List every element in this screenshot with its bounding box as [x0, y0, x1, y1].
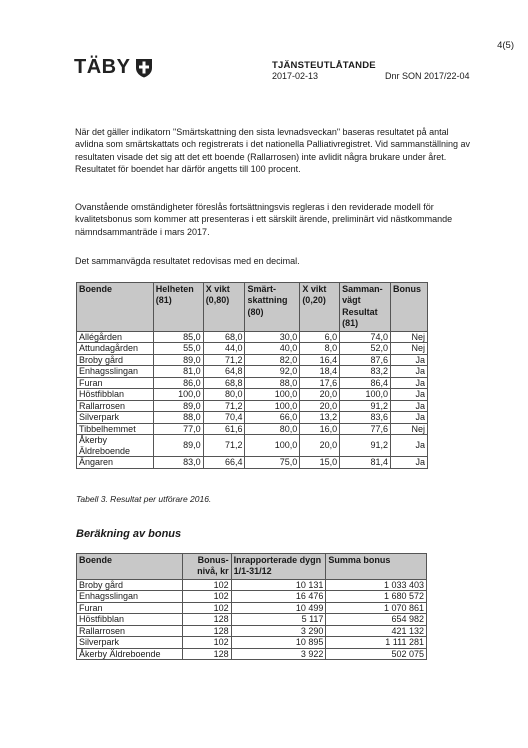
- table-cell: 40,0: [245, 343, 300, 355]
- table-cell: 44,0: [203, 343, 245, 355]
- table-cell: Furan: [77, 377, 154, 389]
- table-cell: 52,0: [340, 343, 391, 355]
- document-type: TJÄNSTEUTLÅTANDE: [272, 60, 376, 71]
- table-cell: 654 982: [326, 614, 427, 626]
- table-row: [77, 648, 427, 660]
- table-cell: 128: [182, 614, 231, 626]
- table-cell: Ja: [391, 457, 428, 469]
- table-row: [77, 354, 428, 366]
- document-date: 2017-02-13: [272, 71, 319, 81]
- column-header: Boende: [77, 554, 183, 580]
- table-cell: 70,4: [203, 412, 245, 424]
- table-cell: 15,0: [300, 457, 340, 469]
- paragraph: När det gäller indikatorn "Smärtskattning den sista levnadsveckan" baseras resultatet på antal avlidna som smärtskattats och registrerats i det nationella Palliativregistret. Vid sammanställning av resultaten visade det sig att det ett boende (Rallarrosen) inte avlidit några brukare under året. Resultatet för boendet har därför angetts till 100 procent.: [75, 127, 471, 175]
- table-cell: 83,2: [340, 366, 391, 378]
- table-row: [77, 625, 427, 637]
- table-row: [77, 343, 428, 355]
- table-cell: 68,8: [203, 377, 245, 389]
- table-header-row: [77, 283, 428, 332]
- table-cell: 20,0: [300, 400, 340, 412]
- table-cell: Åkerby Äldreboende: [77, 648, 183, 660]
- table-cell: 8,0: [300, 343, 340, 355]
- table-cell: 1 070 861: [326, 602, 427, 614]
- table-cell: 82,0: [245, 354, 300, 366]
- table-cell: Nej: [391, 423, 428, 435]
- table-cell: 80,0: [245, 423, 300, 435]
- table-cell: 86,0: [153, 377, 203, 389]
- table-cell: 10 131: [231, 579, 326, 591]
- table-cell: 6,0: [300, 331, 340, 343]
- table-cell: 88,0: [245, 377, 300, 389]
- table-row: [77, 457, 428, 469]
- paragraph: Det sammanvägda resultatet redovisas med en decimal.: [75, 256, 300, 266]
- column-header: X vikt (0,20): [300, 283, 340, 332]
- table-cell: 86,4: [340, 377, 391, 389]
- table-cell: 10 895: [231, 637, 326, 649]
- table-cell: 16 476: [231, 591, 326, 603]
- column-header: Summa bonus: [326, 554, 427, 580]
- table-cell: 16,4: [300, 354, 340, 366]
- table-cell: 1 111 281: [326, 637, 427, 649]
- table-cell: 10 499: [231, 602, 326, 614]
- table-cell: 74,0: [340, 331, 391, 343]
- table-cell: Enhagsslingan: [77, 366, 154, 378]
- results-table: [76, 282, 428, 469]
- table-cell: Furan: [77, 602, 183, 614]
- table-cell: 5 117: [231, 614, 326, 626]
- column-header: Bonus-nivå, kr: [182, 554, 231, 580]
- table-cell: 13,2: [300, 412, 340, 424]
- table-cell: 20,0: [300, 435, 340, 457]
- table-cell: 1 680 572: [326, 591, 427, 603]
- table-row: [77, 435, 428, 457]
- table-cell: 64,8: [203, 366, 245, 378]
- table-cell: 87,6: [340, 354, 391, 366]
- table-cell: Ja: [391, 377, 428, 389]
- table-cell: 83,0: [153, 457, 203, 469]
- table-row: [77, 377, 428, 389]
- table-cell: 71,2: [203, 354, 245, 366]
- table-cell: Silverpark: [77, 412, 154, 424]
- table-cell: 89,0: [153, 435, 203, 457]
- table-cell: Broby gård: [77, 579, 183, 591]
- table-cell: Ja: [391, 400, 428, 412]
- table-cell: 502 075: [326, 648, 427, 660]
- table-cell: 92,0: [245, 366, 300, 378]
- column-header: Helheten (81): [153, 283, 203, 332]
- table-cell: Nej: [391, 343, 428, 355]
- table-cell: 77,0: [153, 423, 203, 435]
- table-cell: 1 033 403: [326, 579, 427, 591]
- column-header: Inrapporterade dygn 1/1-31/12: [231, 554, 326, 580]
- column-header: Boende: [77, 283, 154, 332]
- page-number: 4(5): [497, 40, 514, 51]
- table-cell: 88,0: [153, 412, 203, 424]
- table-cell: 100,0: [245, 400, 300, 412]
- table-row: [77, 389, 428, 401]
- table-cell: Höstfibblan: [77, 614, 183, 626]
- coat-of-arms-icon: [135, 58, 153, 78]
- table-cell: 20,0: [300, 389, 340, 401]
- document-dnr: Dnr SON 2017/22-04: [385, 71, 470, 81]
- table-cell: Ja: [391, 435, 428, 457]
- table-row: [77, 579, 427, 591]
- table-cell: 83,6: [340, 412, 391, 424]
- table-caption: Tabell 3. Resultat per utförare 2016.: [76, 494, 212, 504]
- table-row: [77, 331, 428, 343]
- table-cell: 77,6: [340, 423, 391, 435]
- table-cell: 102: [182, 591, 231, 603]
- column-header: Smärt-skattning (80): [245, 283, 300, 332]
- table-cell: Rallarrosen: [77, 400, 154, 412]
- table-cell: 75,0: [245, 457, 300, 469]
- table-cell: Ja: [391, 412, 428, 424]
- table-cell: Attundagården: [77, 343, 154, 355]
- table-cell: 3 922: [231, 648, 326, 660]
- table-cell: Broby gård: [77, 354, 154, 366]
- table-cell: 68,0: [203, 331, 245, 343]
- table-row: [77, 412, 428, 424]
- table-row: [77, 614, 427, 626]
- table-cell: 421 132: [326, 625, 427, 637]
- table-cell: 71,2: [203, 400, 245, 412]
- table-cell: 102: [182, 637, 231, 649]
- table-cell: 128: [182, 648, 231, 660]
- table-cell: 102: [182, 602, 231, 614]
- table-header-row: [77, 554, 427, 580]
- table-cell: 55,0: [153, 343, 203, 355]
- table-cell: 16,0: [300, 423, 340, 435]
- table-cell: Ja: [391, 389, 428, 401]
- table-cell: 71,2: [203, 435, 245, 457]
- table-cell: 61,6: [203, 423, 245, 435]
- table-cell: Rallarrosen: [77, 625, 183, 637]
- table-cell: Ängaren: [77, 457, 154, 469]
- table-cell: 81,4: [340, 457, 391, 469]
- table-cell: 102: [182, 579, 231, 591]
- table-cell: Tibbelhemmet: [77, 423, 154, 435]
- table-cell: 18,4: [300, 366, 340, 378]
- table-cell: 66,4: [203, 457, 245, 469]
- table-row: [77, 400, 428, 412]
- table-cell: 100,0: [153, 389, 203, 401]
- table-cell: Ja: [391, 366, 428, 378]
- bonus-table: [76, 553, 427, 660]
- table-cell: Nej: [391, 331, 428, 343]
- table-row: [77, 602, 427, 614]
- table-cell: Enhagsslingan: [77, 591, 183, 603]
- table-row: [77, 591, 427, 603]
- table-row: [77, 423, 428, 435]
- table-cell: Allégården: [77, 331, 154, 343]
- table-cell: 91,2: [340, 400, 391, 412]
- table-cell: 100,0: [245, 435, 300, 457]
- table-cell: Silverpark: [77, 637, 183, 649]
- table-cell: 100,0: [340, 389, 391, 401]
- table-cell: Höstfibblan: [77, 389, 154, 401]
- table-cell: 100,0: [245, 389, 300, 401]
- section-heading: Beräkning av bonus: [76, 528, 182, 540]
- table-cell: 66,0: [245, 412, 300, 424]
- table-cell: 30,0: [245, 331, 300, 343]
- paragraph: Ovanstående omständigheter föreslås fortsättningsvis regleras i den reviderade modell för kvalitetsbonus som kommer att presenteras i ett särskilt ärende, preliminärt vid nästkommande nämndsammanträde i mars 2017.: [75, 202, 453, 237]
- table-cell: 3 290: [231, 625, 326, 637]
- column-header: Samman-vägt Resultat (81): [340, 283, 391, 332]
- table-cell: 81,0: [153, 366, 203, 378]
- table-row: [77, 366, 428, 378]
- table-cell: 89,0: [153, 400, 203, 412]
- table-cell: 85,0: [153, 331, 203, 343]
- table-cell: Åkerby Äldreboende: [77, 435, 154, 457]
- column-header: Bonus: [391, 283, 428, 332]
- table-cell: 89,0: [153, 354, 203, 366]
- table-row: [77, 637, 427, 649]
- table-cell: 80,0: [203, 389, 245, 401]
- table-cell: 17,6: [300, 377, 340, 389]
- table-cell: 91,2: [340, 435, 391, 457]
- logo-text: TÄBY: [74, 56, 131, 78]
- table-cell: 128: [182, 625, 231, 637]
- table-cell: Ja: [391, 354, 428, 366]
- taby-logo: [74, 56, 153, 79]
- column-header: X vikt (0,80): [203, 283, 245, 332]
